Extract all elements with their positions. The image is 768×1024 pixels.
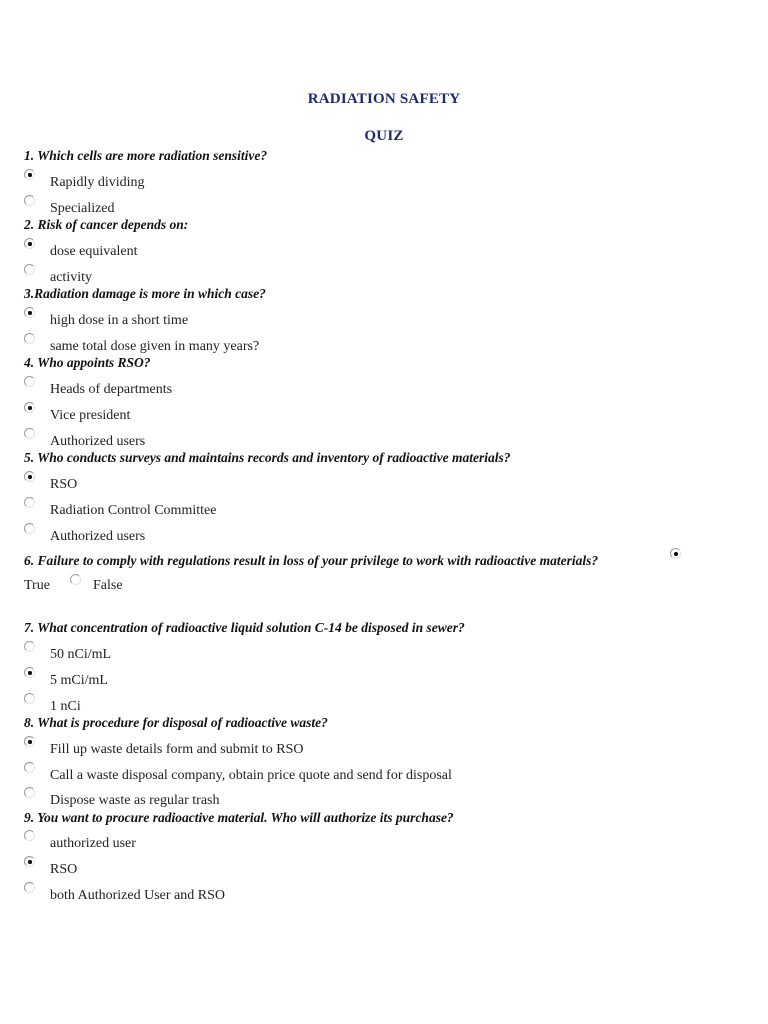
radio-unchecked-icon[interactable] bbox=[24, 830, 35, 841]
option-label: 1 nCi bbox=[50, 699, 81, 714]
radio-unchecked-icon[interactable] bbox=[24, 497, 35, 508]
radio-true-checked-icon[interactable] bbox=[670, 548, 681, 559]
option-label: high dose in a short time bbox=[50, 313, 189, 328]
option-label-false: False bbox=[93, 578, 123, 593]
option-label: Heads of departments bbox=[50, 382, 173, 397]
radio-checked-icon[interactable] bbox=[24, 856, 35, 867]
option-label: dose equivalent bbox=[50, 244, 138, 259]
question-9: 9. You want to procure radioactive material. Who will authorize its purchase? bbox=[24, 810, 454, 825]
option-label: RSO bbox=[50, 477, 78, 492]
option-label: Fill up waste details form and submit to RSO bbox=[50, 742, 304, 757]
radio-checked-icon[interactable] bbox=[24, 471, 35, 482]
radio-checked-icon[interactable] bbox=[24, 736, 35, 747]
radio-unchecked-icon[interactable] bbox=[24, 882, 35, 893]
option-label: Rapidly dividing bbox=[50, 175, 145, 190]
option-label: both Authorized User and RSO bbox=[50, 888, 225, 903]
quiz-title: RADIATION SAFETY bbox=[307, 91, 461, 107]
radio-unchecked-icon[interactable] bbox=[24, 693, 35, 704]
radio-unchecked-icon[interactable] bbox=[24, 787, 35, 798]
radio-unchecked-icon[interactable] bbox=[24, 264, 35, 275]
option-label: 50 nCi/mL bbox=[50, 647, 112, 662]
option-label-true: True bbox=[24, 578, 50, 593]
option-label: Specialized bbox=[50, 201, 115, 216]
radio-checked-icon[interactable] bbox=[24, 238, 35, 249]
option-label: Authorized users bbox=[50, 434, 146, 449]
radio-false-unchecked-icon[interactable] bbox=[70, 574, 81, 585]
question-8: 8. What is procedure for disposal of radioactive waste? bbox=[24, 715, 328, 730]
radio-checked-icon[interactable] bbox=[24, 402, 35, 413]
option-label: 5 mCi/mL bbox=[50, 673, 108, 688]
option-label: authorized user bbox=[50, 836, 136, 851]
question-6: 6. Failure to comply with regulations result in loss of your privilege to work with radioactive materials? bbox=[24, 553, 599, 568]
option-label: Authorized users bbox=[50, 529, 146, 544]
option-label: Vice president bbox=[50, 408, 131, 423]
question-7: 7. What concentration of radioactive liquid solution C-14 be disposed in sewer? bbox=[24, 620, 465, 635]
option-label: Call a waste disposal company, obtain price quote and send for disposal bbox=[50, 768, 452, 783]
radio-unchecked-icon[interactable] bbox=[24, 762, 35, 773]
radio-unchecked-icon[interactable] bbox=[24, 376, 35, 387]
option-label: RSO bbox=[50, 862, 78, 877]
radio-unchecked-icon[interactable] bbox=[24, 333, 35, 344]
question-1: 1. Which cells are more radiation sensitive? bbox=[24, 148, 268, 163]
option-label: same total dose given in many years? bbox=[50, 339, 260, 354]
option-label: Dispose waste as regular trash bbox=[50, 793, 220, 808]
radio-unchecked-icon[interactable] bbox=[24, 428, 35, 439]
question-4: 4. Who appoints RSO? bbox=[24, 355, 151, 370]
question-2: 2. Risk of cancer depends on: bbox=[24, 217, 189, 232]
quiz-subtitle: QUIZ bbox=[364, 128, 404, 144]
option-label: Radiation Control Committee bbox=[50, 503, 217, 518]
radio-unchecked-icon[interactable] bbox=[24, 195, 35, 206]
option-label: activity bbox=[50, 270, 92, 285]
question-5: 5. Who conducts surveys and maintains records and inventory of radioactive materials? bbox=[24, 450, 511, 465]
radio-unchecked-icon[interactable] bbox=[24, 641, 35, 652]
question-3: 3.Radiation damage is more in which case? bbox=[24, 286, 266, 301]
radio-unchecked-icon[interactable] bbox=[24, 523, 35, 534]
radio-checked-icon[interactable] bbox=[24, 667, 35, 678]
radio-checked-icon[interactable] bbox=[24, 169, 35, 180]
radio-checked-icon[interactable] bbox=[24, 307, 35, 318]
